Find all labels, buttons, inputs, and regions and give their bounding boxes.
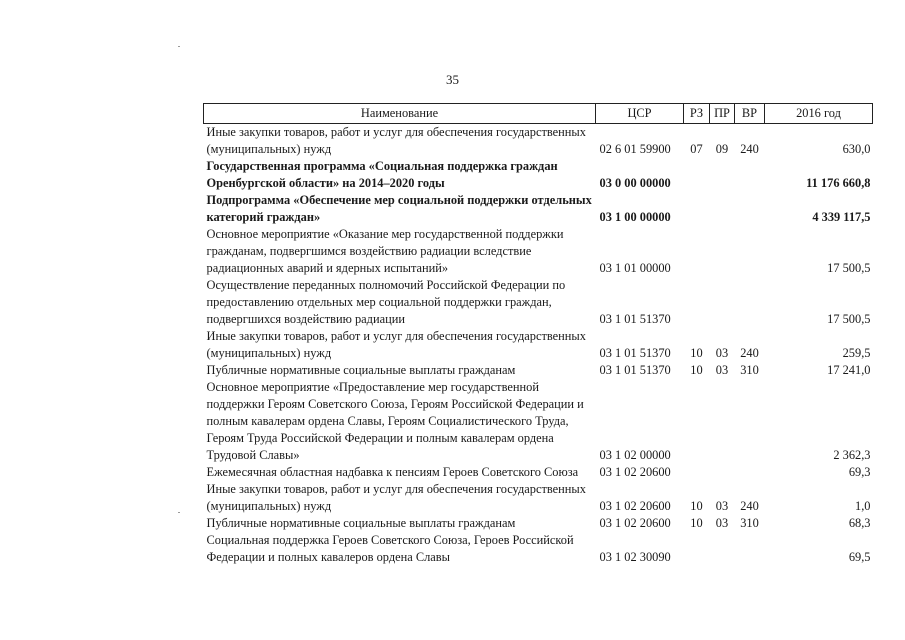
cell-csr: 03 1 02 20600	[599, 516, 671, 530]
table-header	[204, 104, 873, 124]
cell-name: Публичные нормативные социальные выплаты гражданам	[206, 363, 516, 377]
table-row	[204, 532, 873, 566]
table-row	[204, 226, 873, 277]
cell-name: Социальная поддержка Героев Советского Союза, Героев Российской Федерации и полных кавалеров ордена Славы	[206, 533, 574, 564]
cell-name: Государственная программа «Социальная поддержка граждан Оренбургской области» на 2014–2020 годы	[206, 159, 558, 190]
cell-rz: 10	[690, 346, 703, 360]
header-year: 2016 год	[765, 104, 873, 124]
cell-vr	[735, 532, 765, 566]
cell-name: Основное мероприятие «Оказание мер государственной поддержки гражданам, подвергшимся воздействию радиации вследствие радиационных аварий и ядерных испытаний»	[206, 227, 564, 275]
cell-csr: 03 1 02 00000	[599, 448, 671, 462]
cell-csr: 03 1 01 51370	[599, 346, 671, 360]
cell-csr: 02 6 01 59900	[599, 142, 671, 156]
page-number: 35	[446, 72, 459, 87]
cell-name: Ежемесячная областная надбавка к пенсиям Героев Советского Союза	[206, 465, 579, 479]
cell-rz	[684, 379, 710, 464]
cell-csr: 03 1 02 30090	[599, 550, 671, 564]
cell-name: Осуществление переданных полномочий Российской Федерации по предоставлению отдельных мер социальной поддержки граждан, подвергшихся воздействию радиации	[206, 278, 566, 326]
cell-vr: 310	[740, 516, 759, 530]
cell-amount: 630,0	[842, 142, 871, 156]
header-name: Наименование	[204, 104, 596, 124]
table-row	[204, 158, 873, 192]
table-row	[204, 192, 873, 226]
cell-pr: 03	[715, 363, 729, 377]
cell-csr: 03 1 01 00000	[599, 261, 671, 275]
cell-amount: 17 241,0	[827, 363, 871, 377]
cell-amount: 259,5	[842, 346, 871, 360]
cell-rz	[684, 192, 710, 226]
cell-rz	[684, 277, 710, 328]
header-pr: ПР	[710, 104, 735, 124]
table-row	[204, 328, 873, 362]
cell-vr	[735, 277, 765, 328]
cell-csr: 03 1 00 00000	[599, 210, 671, 224]
table-row	[204, 379, 873, 464]
table-body	[204, 124, 873, 567]
header-row	[204, 104, 873, 124]
table-row	[204, 481, 873, 515]
cell-amount: 17 500,5	[827, 261, 871, 275]
cell-pr	[710, 226, 735, 277]
cell-vr	[735, 226, 765, 277]
header-rz: РЗ	[684, 104, 710, 124]
cell-pr	[710, 158, 735, 192]
cell-name: Публичные нормативные социальные выплаты гражданам	[206, 516, 516, 530]
table-row	[204, 362, 873, 379]
cell-csr: 03 1 01 51370	[599, 363, 671, 377]
scan-speck	[178, 46, 180, 47]
header-vr: ВР	[735, 104, 765, 124]
cell-rz	[684, 158, 710, 192]
scan-speck	[178, 512, 180, 513]
table-row	[204, 277, 873, 328]
table-row	[204, 464, 873, 481]
cell-vr: 240	[740, 499, 759, 513]
cell-pr: 03	[715, 346, 729, 360]
cell-name: Иные закупки товаров, работ и услуг для обеспечения государственных (муниципальных) нужд	[206, 125, 586, 156]
cell-amount: 4 339 117,5	[812, 210, 871, 224]
cell-rz	[684, 532, 710, 566]
cell-pr	[710, 192, 735, 226]
table-row	[204, 515, 873, 532]
cell-name: Подпрограмма «Обеспечение мер социальной поддержки отдельных категорий граждан»	[206, 193, 592, 224]
cell-vr	[735, 192, 765, 226]
cell-rz: 10	[690, 499, 703, 513]
cell-name: Иные закупки товаров, работ и услуг для обеспечения государственных (муниципальных) нужд	[206, 482, 586, 513]
cell-csr: 03 1 01 51370	[599, 312, 671, 326]
cell-csr: 03 0 00 00000	[599, 176, 671, 190]
cell-amount: 17 500,5	[827, 312, 871, 326]
cell-amount: 1,0	[855, 499, 871, 513]
cell-rz: 10	[690, 516, 703, 530]
cell-vr: 240	[740, 346, 759, 360]
budget-table	[203, 103, 873, 566]
cell-pr	[710, 532, 735, 566]
cell-amount: 69,3	[848, 465, 871, 479]
cell-vr: 310	[740, 363, 759, 377]
cell-pr	[710, 379, 735, 464]
cell-rz	[684, 464, 710, 481]
cell-pr: 09	[715, 142, 729, 156]
cell-rz	[684, 226, 710, 277]
cell-vr: 240	[740, 142, 759, 156]
table-row	[204, 124, 873, 159]
cell-vr	[735, 379, 765, 464]
cell-pr	[710, 464, 735, 481]
cell-vr	[735, 158, 765, 192]
cell-amount: 68,3	[848, 516, 871, 530]
cell-pr: 03	[715, 499, 729, 513]
cell-name: Иные закупки товаров, работ и услуг для обеспечения государственных (муниципальных) нужд	[206, 329, 586, 360]
cell-amount: 69,5	[848, 550, 871, 564]
cell-csr: 03 1 02 20600	[599, 465, 671, 479]
cell-vr	[735, 464, 765, 481]
cell-name: Основное мероприятие «Предоставление мер государственной поддержки Героям Советского Союза, Героям Российской Федерации и полным кавалерам ордена Славы, Героям Социалистического Труда, Героям Труда Российской Федерации и полным кавалерам ордена Трудовой Славы»	[206, 380, 584, 462]
header-csr: ЦСР	[596, 104, 684, 124]
cell-amount: 11 176 660,8	[806, 176, 871, 190]
cell-pr	[710, 277, 735, 328]
cell-rz: 10	[690, 363, 703, 377]
cell-pr: 03	[715, 516, 729, 530]
cell-amount: 2 362,3	[833, 448, 871, 462]
cell-rz: 07	[690, 142, 703, 156]
cell-csr: 03 1 02 20600	[599, 499, 671, 513]
